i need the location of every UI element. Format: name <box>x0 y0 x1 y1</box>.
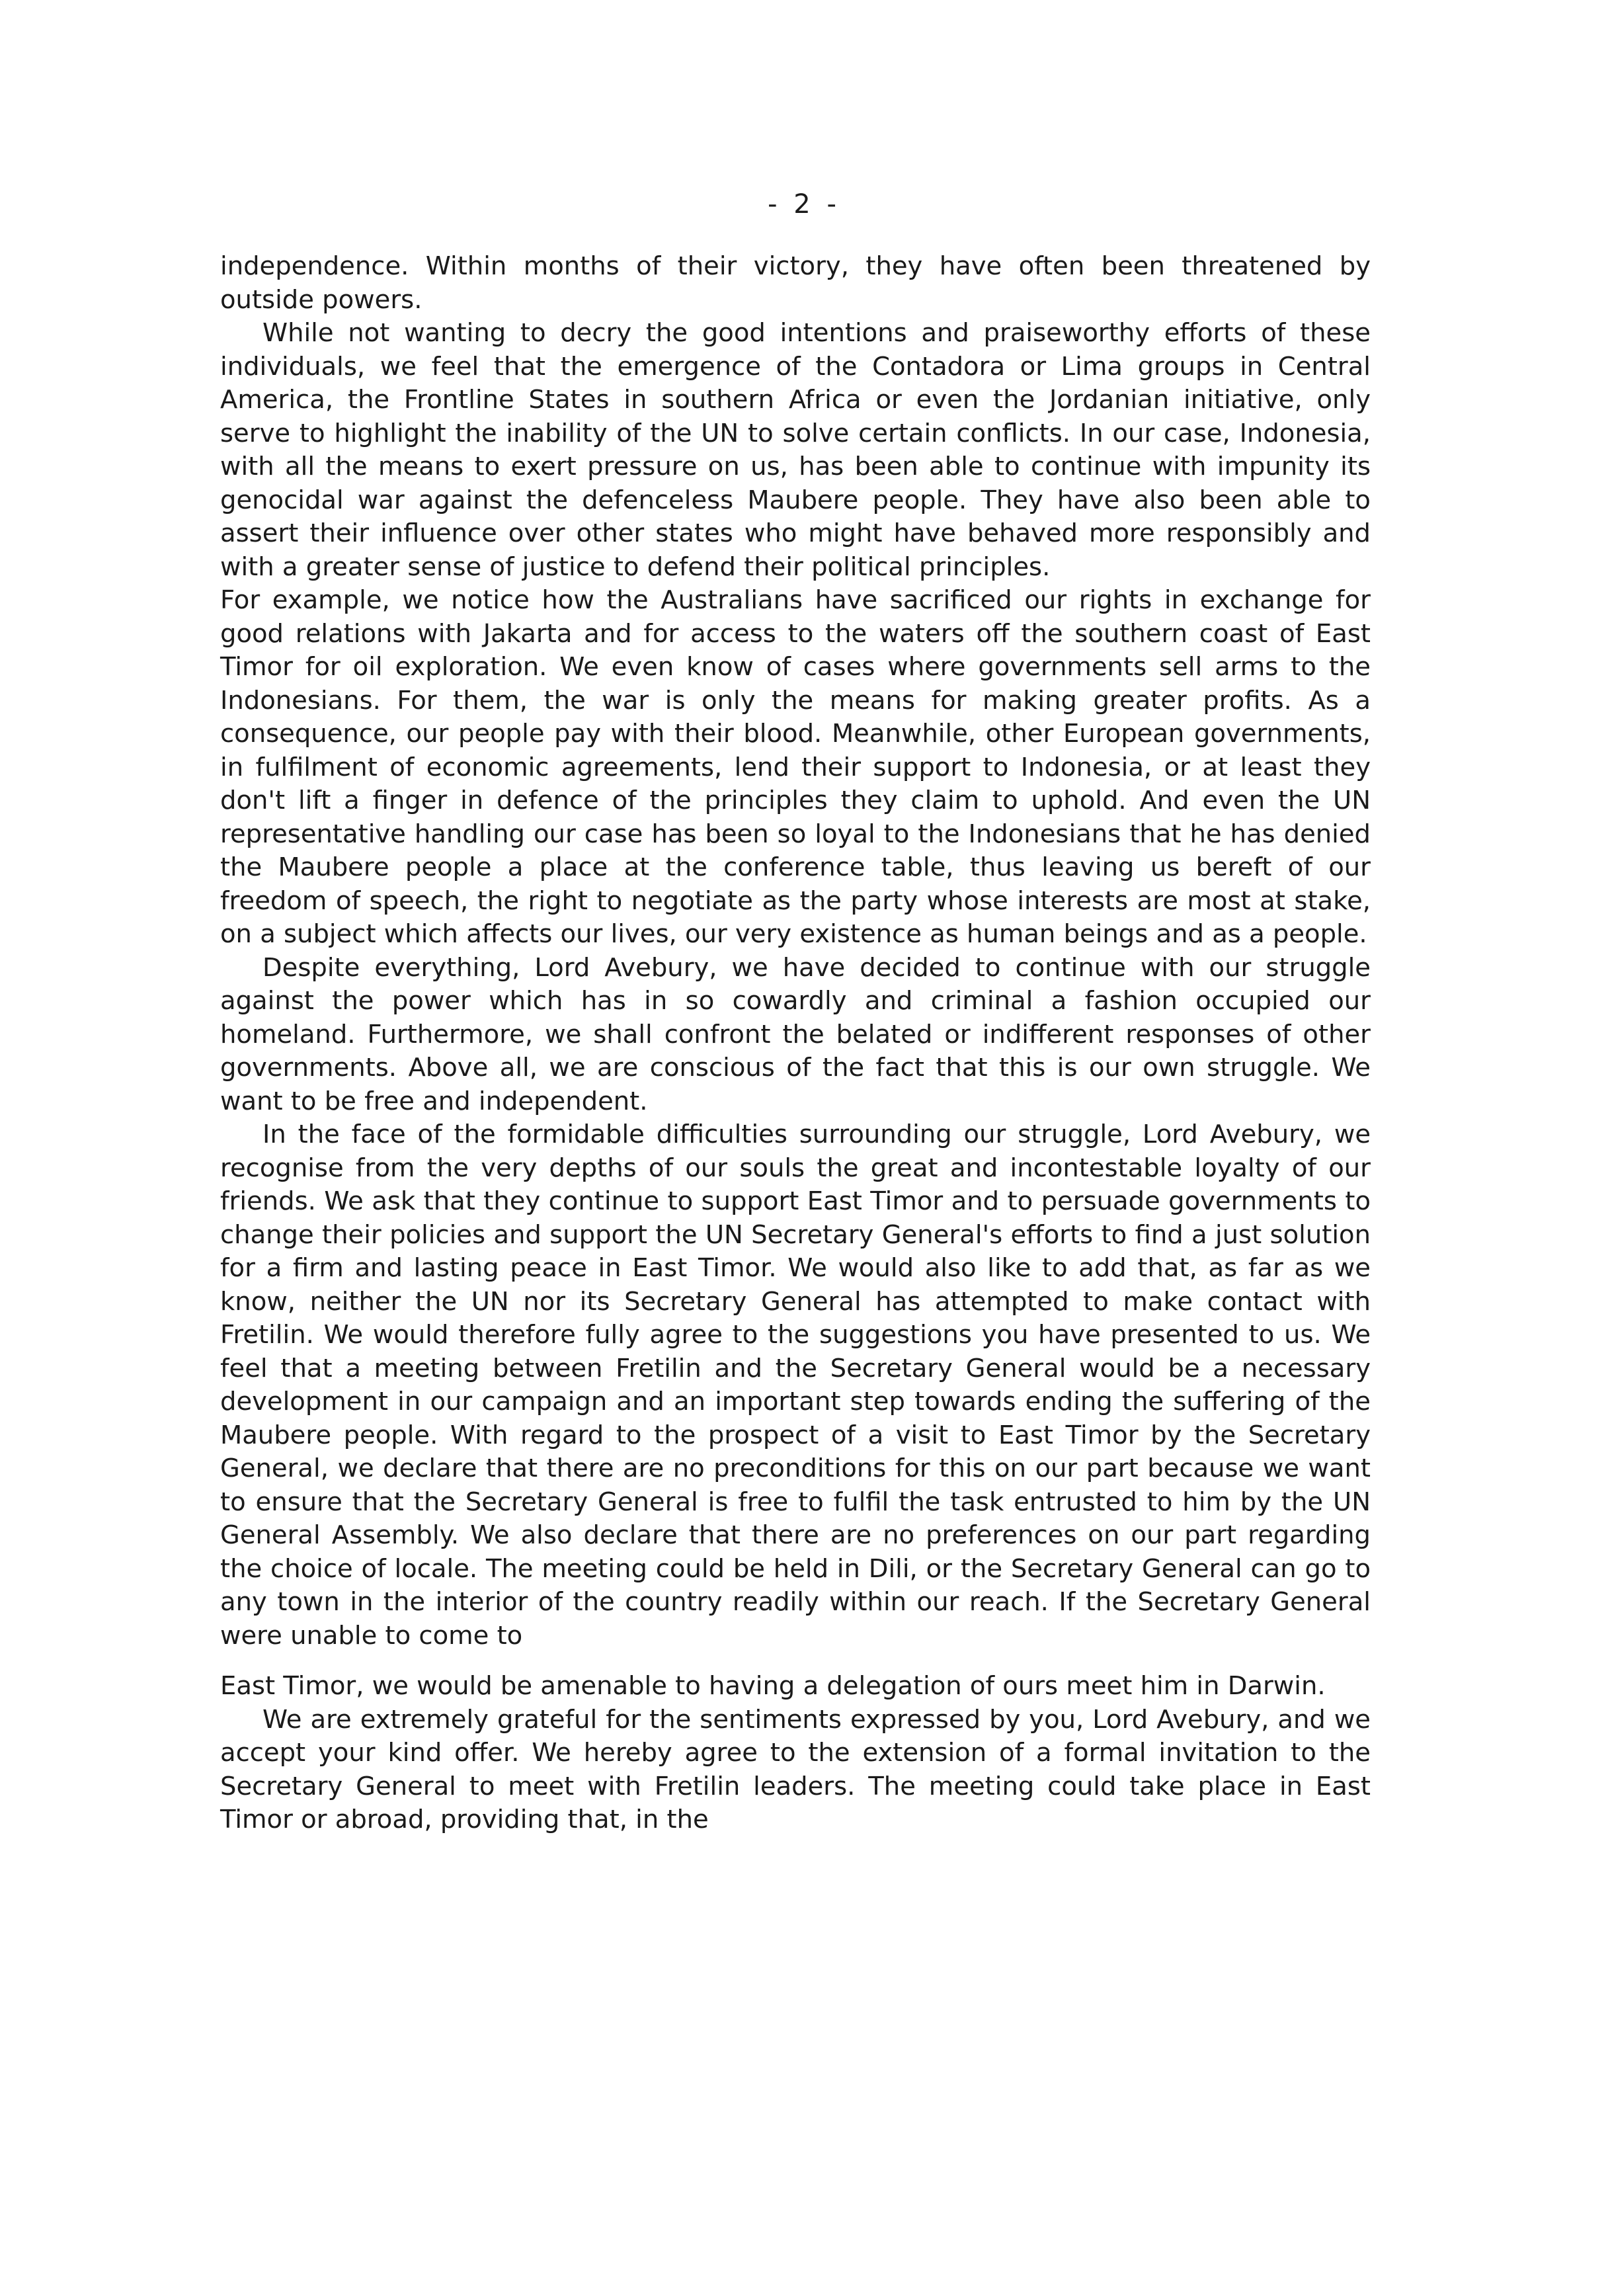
paragraph-despite-everything: Despite everything, Lord Avebury, we have decided to continue with our struggle against the power which has in so cowardly and criminal a fashion occupied our homeland. Furthermore, we shall confront the belated or indifferent responses of other governments. Above all, we are conscious of the fact that this is our own struggle. We want to be free and independent. <box>220 952 1371 1116</box>
paragraph-grateful: We are extremely grateful for the sentiments expressed by you, Lord Avebury, and we accept your kind offer. We hereby agree to the extension of a formal invitation to the Secretary General to meet with Fretilin leaders. The meeting could take place in East Timor or abroad, providing that, in the <box>220 1704 1371 1834</box>
letter-body <box>220 250 1371 1837</box>
paragraph-un-inability: While not wanting to decry the good intentions and praiseworthy efforts of these individuals, we feel that the emergence of the Contadora or Lima groups in Central America, the Frontline States in southern Africa or even the Jordanian initiative, only serve to highlight the inability of the UN to solve certain conflicts. In our case, Indonesia, with all the means to exert pressure on us, has been able to continue with impunity its genocidal war against the defenceless Maubere people. They have also been able to assert their influence over other states who might have behaved more responsibly and with a greater sense of justice to defend their political principles. <box>220 318 1371 582</box>
paragraph-example-australia: For example, we notice how the Australians have sacrificed our rights in exchange for good relations with Jakarta and for access to the waters off the southern coast of East Timor for oil exploration. We even know of cases where governments sell arms to the Indonesians. For them, the war is only the means for making greater profits. As a consequence, our people pay with their blood. Meanwhile, other European governments, in fulfilment of economic agreements, lend their support to Indonesia, or at least they don't lift a finger in defence of the principles they claim to uphold. And even the UN representative handling our case has been so loyal to the Indonesians that he has denied the Maubere people a place at the conference table, thus leaving us bereft of our freedom of speech, the right to negotiate as the party whose interests are most at stake, on a subject which affects our lives, our very existence as human beings and as a people. <box>220 585 1371 949</box>
paragraph-continuation: independence. Within months of their victory, they have often been threatened by outside powers. <box>220 251 1371 315</box>
paragraph-formidable-difficulties: In the face of the formidable difficulties surrounding our struggle, Lord Avebury, we recognise from the very depths of our souls the great and incontestable loyalty of our friends. We ask that they continue to support East Timor and to persuade governments to change their policies and support the UN Secretary General's efforts to find a just solution for a firm and lasting peace in East Timor. We would also like to add that, as far as we know, neither the UN nor its Secretary General has attempted to make contact with Fretilin. We would therefore fully agree to the suggestions you have presented to us. We feel that a meeting between Fretilin and the Secretary General would be a necessary development in our campaign and an important step towards ending the suffering of the Maubere people. With regard to the prospect of a visit to East Timor by the Secretary General, we declare that there are no preconditions for this on our part because we want to ensure that the Secretary General is free to fulfil the task entrusted to him by the UN General Assembly. We also declare that there are no preferences on our part regarding the choice of locale. The meeting could be held in Dili, or the Secretary General can go to any town in the interior of the country readily within our reach. If the Secretary General were unable to come to <box>220 1120 1371 1651</box>
page-number: - 2 - <box>768 189 840 220</box>
paragraph-darwin: East Timor, we would be amenable to having a delegation of ours meet him in Darwin. <box>220 1671 1326 1701</box>
